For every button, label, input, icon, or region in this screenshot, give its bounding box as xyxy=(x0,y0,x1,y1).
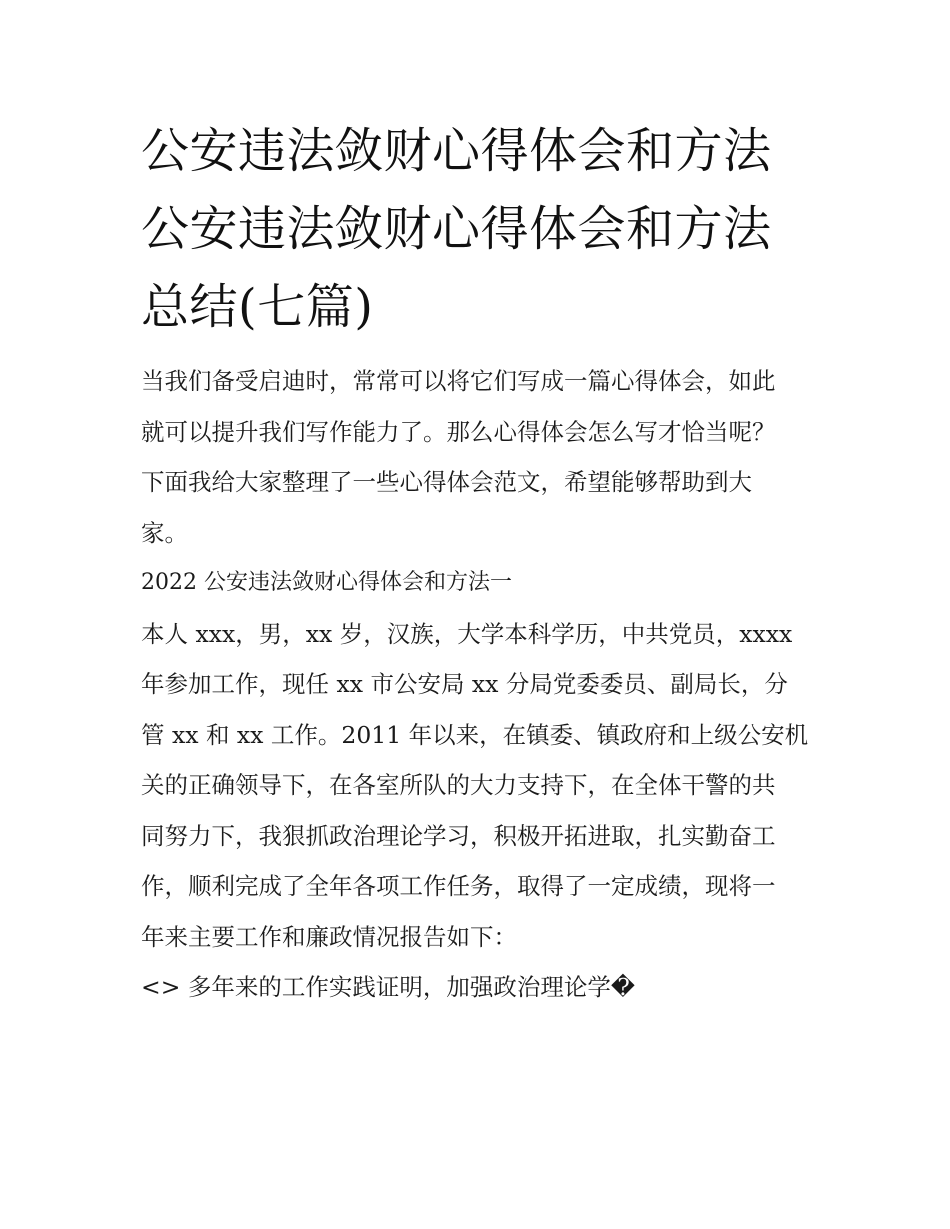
intro-line: 家。 xyxy=(141,518,188,547)
paragraph-line: 管 xx 和 xx 工作。2011 年以来，在镇委、镇政府和上级公安机 xyxy=(141,720,809,749)
truncated-line: <> 多年来的工作实践证明，加强政治理论学� xyxy=(141,973,635,1001)
paragraph-line: 年来主要工作和廉政情况报告如下： xyxy=(141,922,517,951)
title-line: 公安违法敛财心得体会和方法 xyxy=(141,123,772,179)
paragraph-line: 同努力下，我狠抓政治理论学习，积极开拓进取，扎实勤奋工 xyxy=(141,821,776,850)
title-line: 总结(七篇) xyxy=(141,279,374,335)
section-heading: 2022 公安违法敛财心得体会和方法一 xyxy=(141,570,512,595)
intro-line: 下面我给大家整理了一些心得体会范文，希望能够帮助到大 xyxy=(141,468,752,496)
paragraph-line: 关的正确领导下，在各室所队的大力支持下，在全体干警的共 xyxy=(141,771,776,799)
paragraph-line: 作，顺利完成了全年各项工作任务，取得了一定成绩，现将一 xyxy=(141,872,776,900)
paragraph-line: 年参加工作，现任 xx 市公安局 xx 分局党委委员、副局长，分 xyxy=(141,670,788,698)
document-body xyxy=(141,356,821,1013)
intro-line: 就可以提升我们写作能力了。那么心得体会怎么写才恰当呢？ xyxy=(141,417,776,446)
document-title xyxy=(141,112,821,346)
paragraph-line: 本人 xxx，男，xx 岁，汉族，大学本科学历，中共党员，xxxx xyxy=(141,619,793,648)
title-line: 公安违法敛财心得体会和方法 xyxy=(141,201,772,257)
intro-line: 当我们备受启迪时，常常可以将它们写成一篇心得体会，如此 xyxy=(141,367,776,395)
